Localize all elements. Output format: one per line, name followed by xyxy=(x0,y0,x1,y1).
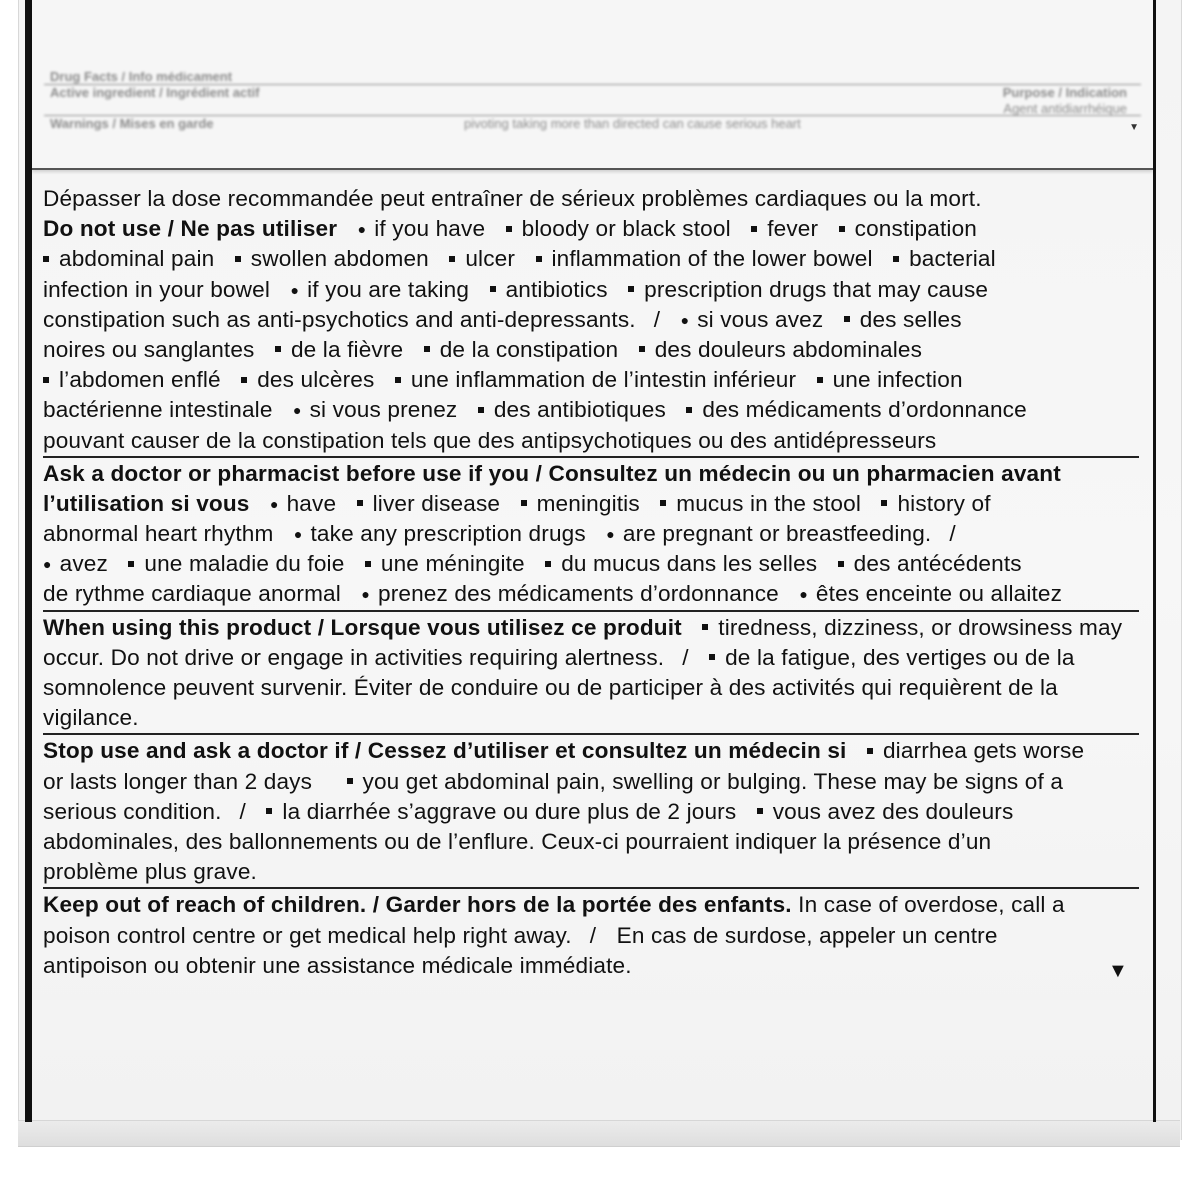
language-separator: / xyxy=(589,922,597,948)
bullet-icon: ● xyxy=(799,586,808,603)
language-separator: / xyxy=(653,306,661,332)
square-bullet-icon xyxy=(424,346,430,352)
list-item: bloody or black stool xyxy=(521,216,731,242)
bullet-icon: ● xyxy=(606,526,615,543)
intro-line: Dépasser la dose recommandée peut entraîner de sérieux problèmes cardiaques ou la mort. xyxy=(43,186,982,211)
square-bullet-icon xyxy=(275,346,281,352)
when-using-text: vigilance. xyxy=(43,705,139,731)
bullet-icon: ● xyxy=(292,402,302,419)
square-bullet-icon xyxy=(128,561,134,567)
stop-use-heading: Stop use and ask a doctor if / Cessez d’utiliser et consultez un médecin si xyxy=(43,738,847,764)
avez: avez xyxy=(59,551,108,577)
bullet-icon: ● xyxy=(293,526,303,543)
ask-doctor-heading: Ask a doctor or pharmacist before use if you / Consultez un médecin ou un pharmacien avant xyxy=(43,460,1061,486)
flap-purpose: Purpose / Indication xyxy=(1002,85,1127,100)
square-bullet-icon xyxy=(639,346,645,352)
have: have xyxy=(286,490,337,516)
stop-use-text: serious condition. xyxy=(43,798,222,824)
square-bullet-icon xyxy=(838,561,844,567)
list-item: are pregnant or breastfeeding. xyxy=(622,521,932,547)
square-bullet-icon xyxy=(881,500,887,506)
bullet-icon: ● xyxy=(680,311,690,328)
square-bullet-icon xyxy=(365,561,371,567)
list-item: meningitis xyxy=(536,490,640,516)
keep-out-text: antipoison ou obtenir une assistance médicale immédiate. xyxy=(43,952,632,978)
keep-out-text: En cas de surdose, appeler un centre xyxy=(616,922,998,948)
square-bullet-icon xyxy=(844,316,850,322)
square-bullet-icon xyxy=(817,377,823,383)
list-item: prenez des médicaments d’ordonnance xyxy=(377,581,779,607)
language-separator: / xyxy=(949,521,956,547)
si-vous-avez: si vous avez xyxy=(697,306,824,332)
bullet-icon: ● xyxy=(361,586,370,603)
language-separator: / xyxy=(682,644,689,670)
list-item: des douleurs abdominales xyxy=(654,336,923,362)
square-bullet-icon xyxy=(628,286,634,292)
list-item: du mucus dans les selles xyxy=(561,551,818,577)
list-item: infection in your bowel xyxy=(43,276,271,302)
bullet-icon: ● xyxy=(290,281,300,298)
drug-facts-text xyxy=(43,184,1139,981)
stop-use-text: problème plus grave. xyxy=(43,859,257,885)
square-bullet-icon xyxy=(506,226,512,232)
square-bullet-icon xyxy=(521,500,527,506)
language-separator: / xyxy=(239,798,246,824)
square-bullet-icon xyxy=(757,808,763,814)
flap-warnings: Warnings / Mises en garde xyxy=(50,116,214,131)
list-item: prescription drugs that may cause xyxy=(644,276,989,302)
list-item: antibiotics xyxy=(505,276,608,302)
list-item: une inflammation de l’intestin inférieur xyxy=(410,367,797,393)
box-left-border xyxy=(25,0,32,1122)
flap-active: Active ingredient / Ingrédient actif xyxy=(50,85,260,100)
keep-out-text: In case of overdose, call a xyxy=(798,892,1065,918)
square-bullet-icon xyxy=(347,778,353,784)
box-bottom-edge xyxy=(18,1120,1180,1147)
stop-use-text: la diarrhée s’aggrave ou dure plus de 2 jours xyxy=(282,798,737,824)
flap-warnings-text: pivoting taking more than directed can cause serious heart xyxy=(464,116,801,131)
list-item: abdominal pain xyxy=(59,246,215,272)
section-keep-out xyxy=(43,887,1139,981)
list-item: noires ou sanglantes xyxy=(43,336,255,362)
square-bullet-icon xyxy=(478,407,484,413)
square-bullet-icon xyxy=(235,256,241,262)
square-bullet-icon xyxy=(839,226,845,232)
flap-agent: Agent antidiarrhéique xyxy=(1003,101,1127,116)
square-bullet-icon xyxy=(43,377,49,383)
list-item: des antécédents xyxy=(853,551,1022,577)
if-you-have: if you have xyxy=(374,216,486,242)
box-right-border xyxy=(1153,0,1156,1122)
keep-out-text: poison control centre or get medical help right away. xyxy=(43,922,572,948)
square-bullet-icon xyxy=(686,407,692,413)
square-bullet-icon xyxy=(867,748,873,754)
stop-use-text: vous avez des douleurs xyxy=(772,798,1014,824)
bullet-icon: ● xyxy=(357,221,367,238)
list-item: l’abdomen enflé xyxy=(59,367,221,393)
square-bullet-icon xyxy=(395,377,401,383)
list-item: bacterial xyxy=(909,246,996,272)
when-using-text: tiredness, dizziness, or drowsiness may xyxy=(718,614,1123,640)
list-item: constipation such as anti-psychotics and anti-depressants. xyxy=(43,306,636,332)
bullet-icon: ● xyxy=(43,556,52,573)
stop-use-text: diarrhea gets worse xyxy=(882,738,1085,764)
list-item: abnormal heart rhythm xyxy=(43,521,274,547)
stop-use-text: or lasts longer than 2 days xyxy=(43,768,313,794)
list-item: êtes enceinte ou allaitez xyxy=(815,581,1063,607)
list-item: des médicaments d’ordonnance xyxy=(702,397,1027,423)
when-using-text: occur. Do not drive or engage in activities requiring alertness. xyxy=(43,644,665,670)
list-item: des ulcères xyxy=(257,367,375,393)
list-item: des selles xyxy=(859,306,962,332)
if-you-are-taking: if you are taking xyxy=(307,276,470,302)
square-bullet-icon xyxy=(43,256,49,262)
list-item: liver disease xyxy=(372,490,501,516)
section-ask-doctor xyxy=(43,456,1139,610)
square-bullet-icon xyxy=(357,500,363,506)
list-item: take any prescription drugs xyxy=(310,521,586,547)
section-when-using xyxy=(43,610,1139,734)
square-bullet-icon xyxy=(709,654,715,660)
do-not-use-heading: Do not use / Ne pas utiliser xyxy=(43,216,338,242)
list-item: une infection xyxy=(832,367,963,393)
list-item: une méningite xyxy=(380,551,525,577)
list-item: de la fièvre xyxy=(290,336,404,362)
square-bullet-icon xyxy=(660,500,666,506)
flap-header: Drug Facts / Info médicament xyxy=(50,72,233,84)
square-bullet-icon xyxy=(490,286,496,292)
square-bullet-icon xyxy=(449,256,455,262)
list-item: ulcer xyxy=(465,246,516,272)
ask-doctor-heading-cont: l’utilisation si vous xyxy=(43,490,250,516)
list-item: des antibiotiques xyxy=(493,397,666,423)
section-stop-use xyxy=(43,733,1139,887)
square-bullet-icon xyxy=(545,561,551,567)
when-using-text: somnolence peuvent survenir. Éviter de conduire ou de participer à des activités qui requièrent de la xyxy=(43,675,1058,700)
square-bullet-icon xyxy=(266,808,272,814)
stop-use-text: you get abdominal pain, swelling or bulging. These may be signs of a xyxy=(362,768,1064,794)
square-bullet-icon xyxy=(751,226,757,232)
flap-arrow-icon: ▼ xyxy=(1129,122,1139,133)
continue-arrow-icon: ▼ xyxy=(1108,960,1128,982)
when-using-text: de la fatigue, des vertiges ou de la xyxy=(725,644,1075,670)
bullet-icon: ● xyxy=(269,495,279,512)
square-bullet-icon xyxy=(702,624,708,630)
list-item: inflammation of the lower bowel xyxy=(551,246,873,272)
section-warnings-intro xyxy=(43,184,1139,214)
list-item: mucus in the stool xyxy=(676,490,862,516)
list-item: de la constipation xyxy=(439,336,619,362)
list-item: bactérienne intestinale xyxy=(43,397,273,423)
square-bullet-icon xyxy=(241,377,247,383)
list-item: constipation xyxy=(854,216,978,242)
flap-blurred-text xyxy=(44,72,1141,144)
list-item: de rythme cardiaque anormal xyxy=(43,581,341,607)
list-item: une maladie du foie xyxy=(144,551,345,577)
square-bullet-icon xyxy=(893,256,899,262)
list-item: history of xyxy=(897,490,991,516)
folded-flap xyxy=(32,0,1153,170)
section-do-not-use xyxy=(43,214,1139,456)
keep-out-heading: Keep out of reach of children. / Garder hors de la portée des enfants. xyxy=(43,892,792,918)
when-using-heading: When using this product / Lorsque vous utilisez ce produit xyxy=(43,614,682,640)
si-vous-prenez: si vous prenez xyxy=(309,397,458,423)
list-item: pouvant causer de la constipation tels que des antipsychotiques ou des antidépresseurs xyxy=(43,427,937,453)
list-item: swollen abdomen xyxy=(250,246,429,272)
list-item: fever xyxy=(767,216,819,242)
stop-use-text: abdominales, des ballonnements ou de l’enflure. Ceux-ci pourraient indiquer la présence d’un xyxy=(43,828,992,854)
square-bullet-icon xyxy=(536,256,542,262)
